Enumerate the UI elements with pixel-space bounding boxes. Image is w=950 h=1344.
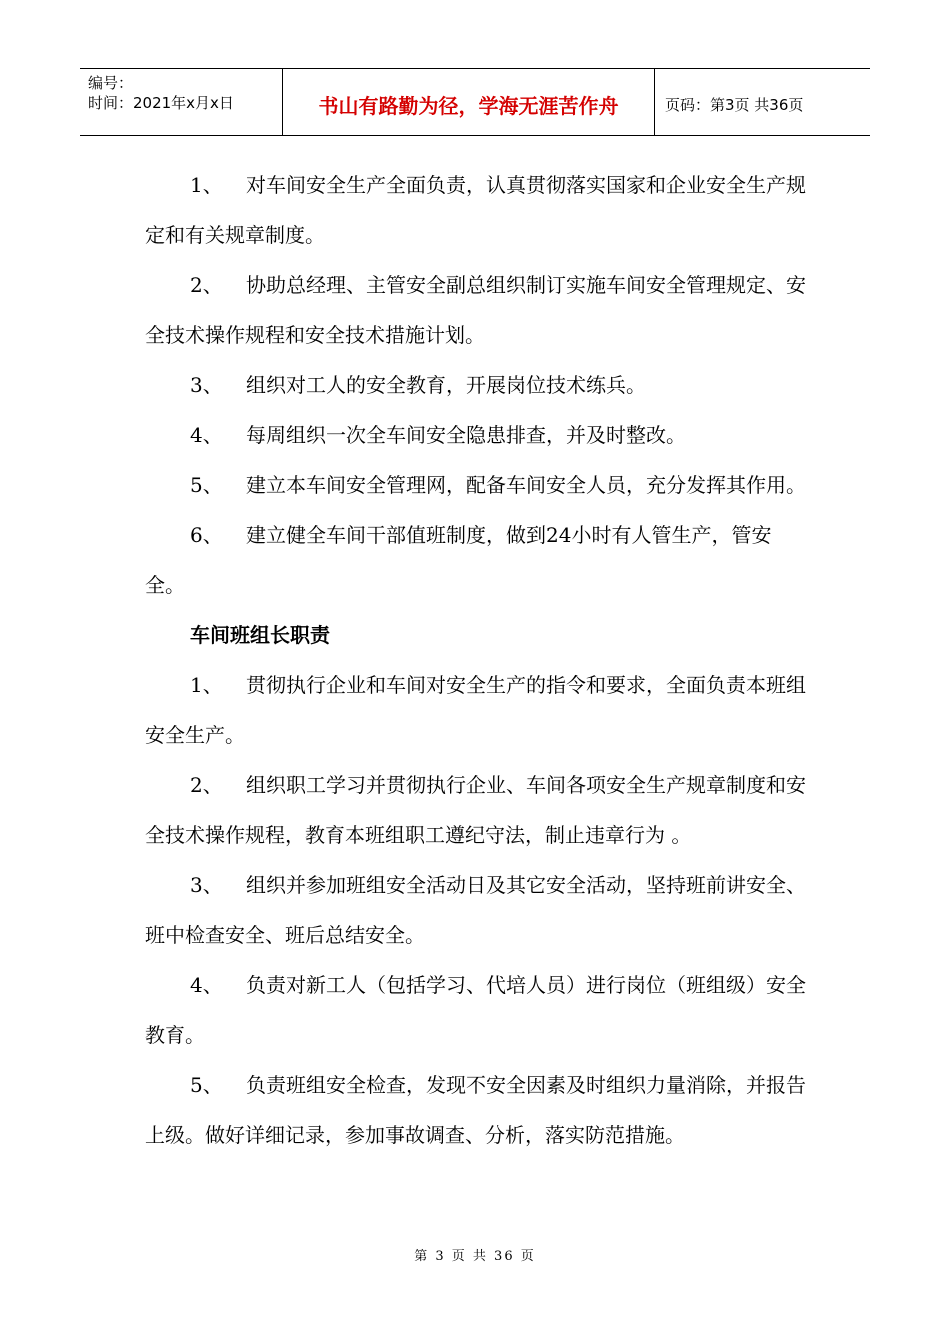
item-number: 1、 [190, 673, 223, 697]
number-label: 编号： [88, 74, 134, 92]
item-text: 负责对新工人（包括学习、代培人员）进行岗位（班组级）安全教育。 [145, 973, 806, 1047]
item-number: 3、 [190, 373, 223, 397]
date-label: 时间：2021年x月x日 [88, 94, 234, 112]
list-item [145, 460, 810, 510]
item-number: 1、 [190, 173, 223, 197]
item-number: 2、 [190, 773, 223, 797]
page-info-cell [655, 69, 870, 135]
list-item [145, 160, 810, 260]
item-text: 组织对工人的安全教育，开展岗位技术练兵。 [246, 373, 646, 397]
item-text: 贯彻执行企业和车间对安全生产的指令和要求，全面负责本班组安全生产。 [145, 673, 806, 747]
list-item [145, 660, 810, 760]
motto-cell [282, 69, 655, 135]
list-item [145, 760, 810, 860]
item-number: 4、 [190, 973, 223, 997]
item-text: 协助总经理、主管安全副总组织制订实施车间安全管理规定、安全技术操作规程和安全技术措施计划。 [145, 273, 806, 347]
item-text: 组织并参加班组安全活动日及其它安全活动，坚持班前讲安全、班中检查安全、班后总结安全。 [145, 873, 806, 947]
list-item [145, 1060, 810, 1160]
item-number: 2、 [190, 273, 223, 297]
page-footer [0, 1245, 950, 1264]
document-body [145, 160, 810, 1160]
item-number: 5、 [190, 1073, 223, 1097]
item-text: 建立本车间安全管理网，配备车间安全人员，充分发挥其作用。 [246, 473, 806, 497]
item-text: 对车间安全生产全面负责，认真贯彻落实国家和企业安全生产规定和有关规章制度。 [145, 173, 806, 247]
list-item [145, 960, 810, 1060]
header-info-cell [80, 69, 282, 135]
list-item [145, 860, 810, 960]
item-number: 4、 [190, 423, 223, 447]
item-text: 负责班组安全检查，发现不安全因素及时组织力量消除，并报告上级。做好详细记录，参加事故调查、分析，落实防范措施。 [145, 1073, 806, 1147]
item-number: 3、 [190, 873, 223, 897]
item-text: 建立健全车间干部值班制度，做到24小时有人管生产，管安全。 [145, 523, 772, 597]
item-text: 每周组织一次全车间安全隐患排查，并及时整改。 [246, 423, 686, 447]
motto-text: 书山有路勤为径，学海无涯苦作舟 [318, 93, 619, 118]
list-item [145, 510, 810, 610]
list-item [145, 260, 810, 360]
section-heading: 车间班组长职责 [190, 623, 330, 647]
page-info-text: 页码：第3页 共36页 [665, 95, 804, 114]
item-number: 6、 [190, 523, 223, 547]
list-item [145, 410, 810, 460]
item-text: 组织职工学习并贯彻执行企业、车间各项安全生产规章制度和安全技术操作规程，教育本班组职工遵纪守法，制止违章行为 。 [145, 773, 806, 847]
footer-page-number: 第 3 页 共 36 页 [414, 1249, 536, 1264]
header-table [80, 68, 870, 136]
item-number: 5、 [190, 473, 223, 497]
list-item [145, 360, 810, 410]
